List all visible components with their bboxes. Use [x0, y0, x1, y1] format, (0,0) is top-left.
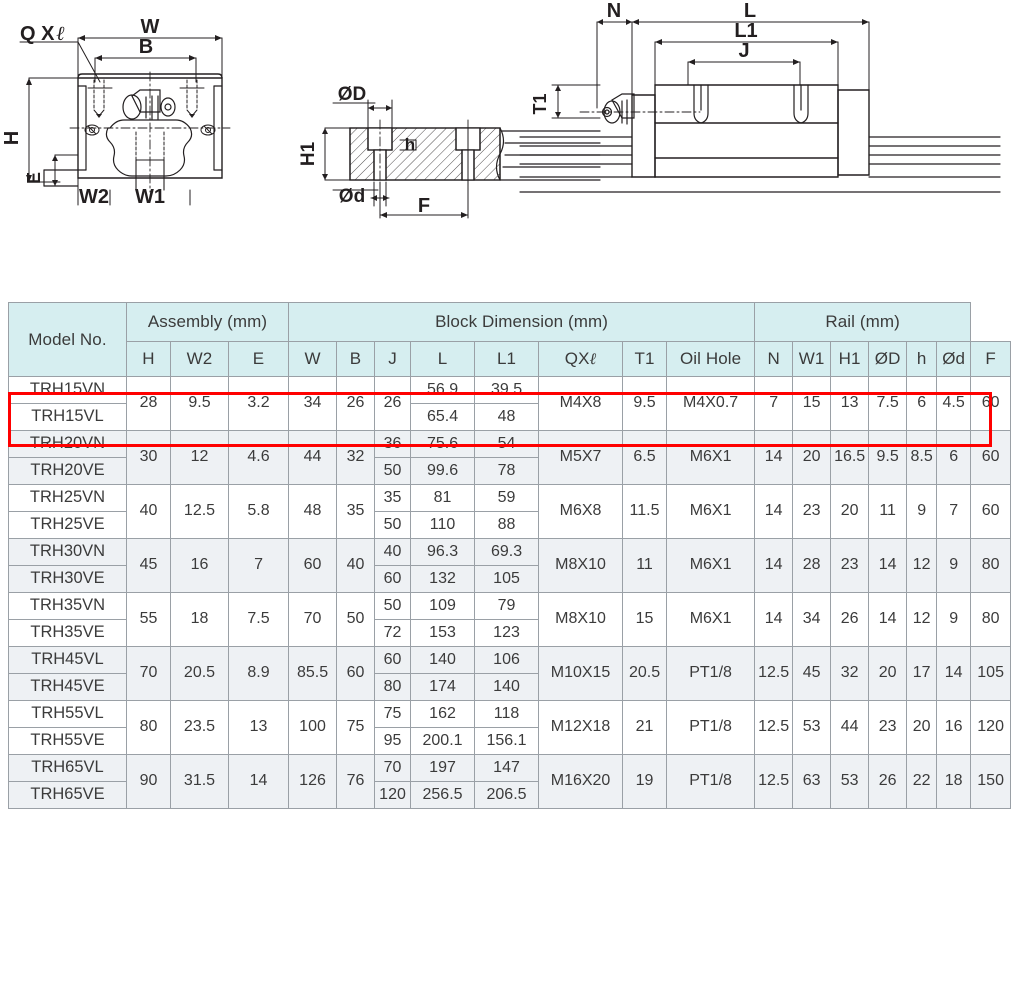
label-T1: T1: [530, 93, 550, 115]
cell-T1: 15: [623, 593, 667, 647]
cell-N: 14: [755, 539, 793, 593]
label-J: J: [738, 40, 750, 62]
cell-Od: 9: [937, 539, 971, 593]
th-oil-hole: Oil Hole: [667, 342, 755, 377]
side-block: [632, 85, 869, 177]
cell-model-no: TRH20VE: [9, 458, 127, 485]
table-body: [9, 377, 1011, 809]
cell-L: 200.1: [411, 728, 475, 755]
cell-J: 95: [375, 728, 411, 755]
cell-QXl: M4X8: [539, 377, 623, 431]
cell-model-no: TRH65VL: [9, 755, 127, 782]
cell-H1: 44: [831, 701, 869, 755]
label-E: E: [24, 171, 44, 185]
cell-W2: 9.5: [171, 377, 229, 431]
table-row[interactable]: [9, 377, 1011, 404]
table-sub-header-row: [9, 342, 1011, 377]
table-group-header-row: [9, 303, 1011, 342]
cell-L1: 88: [475, 512, 539, 539]
cell-oil-hole: M4X0.7: [667, 377, 755, 431]
table-row[interactable]: [9, 647, 1011, 674]
label-H1: H1: [298, 141, 319, 167]
cell-OD: 14: [869, 539, 907, 593]
cell-F: 60: [971, 377, 1011, 431]
label-W: W: [140, 16, 160, 38]
cell-W1: 63: [793, 755, 831, 809]
cell-N: 12.5: [755, 755, 793, 809]
cell-h: 8.5: [907, 431, 937, 485]
cell-model-no: TRH35VE: [9, 620, 127, 647]
cell-QXl: M6X8: [539, 485, 623, 539]
dim-J: [688, 59, 800, 85]
label-QXl: Q X ℓ: [20, 23, 65, 45]
table-row[interactable]: [9, 539, 1011, 566]
cell-B: 75: [337, 701, 375, 755]
th-model-no: Model No.: [9, 303, 127, 377]
cell-L: 132: [411, 566, 475, 593]
cell-model-no: TRH20VN: [9, 431, 127, 458]
cell-L1: 140: [475, 674, 539, 701]
cell-B: 40: [337, 539, 375, 593]
th-L: L: [411, 342, 475, 377]
cell-H: 28: [127, 377, 171, 431]
cell-E: 7: [229, 539, 289, 593]
cell-T1: 9.5: [623, 377, 667, 431]
th-group-rail: Rail (mm): [755, 303, 971, 342]
cell-model-no: TRH65VE: [9, 782, 127, 809]
cell-J: 80: [375, 674, 411, 701]
cell-W: 48: [289, 485, 337, 539]
cell-T1: 19: [623, 755, 667, 809]
specification-table-wrap: [8, 302, 1004, 809]
cell-F: 60: [971, 485, 1011, 539]
cell-model-no: TRH25VE: [9, 512, 127, 539]
cell-H1: 16.5: [831, 431, 869, 485]
cell-L1: 156.1: [475, 728, 539, 755]
cell-model-no: TRH30VN: [9, 539, 127, 566]
cell-F: 60: [971, 431, 1011, 485]
cell-B: 76: [337, 755, 375, 809]
cell-J: 70: [375, 755, 411, 782]
cell-H: 40: [127, 485, 171, 539]
label-L1: L1: [734, 20, 758, 42]
cell-h: 9: [907, 485, 937, 539]
th-h: h: [907, 342, 937, 377]
dim-T1: [552, 85, 600, 118]
cell-N: 7: [755, 377, 793, 431]
table-row[interactable]: [9, 485, 1011, 512]
cell-H1: 26: [831, 593, 869, 647]
cell-Od: 9: [937, 593, 971, 647]
cell-J: 50: [375, 512, 411, 539]
cell-W1: 34: [793, 593, 831, 647]
cell-OD: 20: [869, 647, 907, 701]
cell-W2: 16: [171, 539, 229, 593]
cell-W1: 23: [793, 485, 831, 539]
cell-B: 26: [337, 377, 375, 431]
th-H1: H1: [831, 342, 869, 377]
cell-h: 12: [907, 593, 937, 647]
cell-h: 22: [907, 755, 937, 809]
cell-H: 30: [127, 431, 171, 485]
dim-H: [24, 78, 78, 185]
th-L1: L1: [475, 342, 539, 377]
cell-oil-hole: M6X1: [667, 539, 755, 593]
cell-J: 26: [375, 377, 411, 431]
cell-L1: 79: [475, 593, 539, 620]
label-L: L: [743, 0, 757, 22]
cell-E: 3.2: [229, 377, 289, 431]
dim-N: [597, 19, 632, 108]
cell-L: 110: [411, 512, 475, 539]
cell-J: 36: [375, 431, 411, 458]
cell-model-no: TRH15VL: [9, 404, 127, 431]
cell-W2: 18: [171, 593, 229, 647]
qxl-leader: [20, 42, 100, 82]
cell-h: 17: [907, 647, 937, 701]
cell-B: 32: [337, 431, 375, 485]
cell-L: 56.9: [411, 377, 475, 404]
cell-QXl: M16X20: [539, 755, 623, 809]
cell-model-no: TRH35VN: [9, 593, 127, 620]
label-N: N: [606, 0, 622, 22]
cell-h: 12: [907, 539, 937, 593]
cell-QXl: M10X15: [539, 647, 623, 701]
cell-T1: 20.5: [623, 647, 667, 701]
th-W2: W2: [171, 342, 229, 377]
th-OD: ØD: [869, 342, 907, 377]
cell-W2: 12: [171, 431, 229, 485]
cell-model-no: TRH55VL: [9, 701, 127, 728]
cell-H1: 53: [831, 755, 869, 809]
label-W2: W2: [79, 186, 109, 208]
cell-W: 100: [289, 701, 337, 755]
cell-W1: 53: [793, 701, 831, 755]
cell-h: 20: [907, 701, 937, 755]
cell-OD: 26: [869, 755, 907, 809]
th-group-block-dimension: Block Dimension (mm): [289, 303, 755, 342]
cell-J: 75: [375, 701, 411, 728]
cell-J: 60: [375, 647, 411, 674]
cell-W: 126: [289, 755, 337, 809]
cell-oil-hole: M6X1: [667, 593, 755, 647]
dim-H1: [322, 128, 350, 180]
cell-F: 80: [971, 593, 1011, 647]
th-B: B: [337, 342, 375, 377]
specification-table: [8, 302, 1011, 809]
cell-N: 14: [755, 485, 793, 539]
cell-Od: 7: [937, 485, 971, 539]
cell-model-no: TRH25VN: [9, 485, 127, 512]
cell-W1: 28: [793, 539, 831, 593]
cell-F: 80: [971, 539, 1011, 593]
table-row[interactable]: [9, 755, 1011, 782]
cell-L1: 105: [475, 566, 539, 593]
cell-QXl: M5X7: [539, 431, 623, 485]
cell-T1: 11: [623, 539, 667, 593]
cell-W: 44: [289, 431, 337, 485]
cell-H: 80: [127, 701, 171, 755]
cell-L1: 54: [475, 431, 539, 458]
cell-L: 256.5: [411, 782, 475, 809]
cell-model-no: TRH45VL: [9, 647, 127, 674]
cell-L: 99.6: [411, 458, 475, 485]
cell-model-no: TRH30VE: [9, 566, 127, 593]
cell-model-no: TRH15VN: [9, 377, 127, 404]
cell-QXl: M12X18: [539, 701, 623, 755]
cell-H: 55: [127, 593, 171, 647]
th-Od: Ød: [937, 342, 971, 377]
cell-B: 50: [337, 593, 375, 647]
label-Od: Ød: [338, 186, 366, 207]
cell-h: 6: [907, 377, 937, 431]
cell-H1: 32: [831, 647, 869, 701]
cell-L1: 48: [475, 404, 539, 431]
cell-OD: 7.5: [869, 377, 907, 431]
cell-L: 153: [411, 620, 475, 647]
grease-nipple: [123, 90, 175, 119]
cell-oil-hole: M6X1: [667, 485, 755, 539]
cell-E: 5.8: [229, 485, 289, 539]
cell-model-no: TRH55VE: [9, 728, 127, 755]
cell-L1: 118: [475, 701, 539, 728]
cell-J: 40: [375, 539, 411, 566]
cell-W1: 20: [793, 431, 831, 485]
cell-Od: 14: [937, 647, 971, 701]
table-row[interactable]: [9, 431, 1011, 458]
table-head: [9, 303, 1011, 377]
cell-W: 70: [289, 593, 337, 647]
cell-OD: 11: [869, 485, 907, 539]
th-group-assembly: Assembly (mm): [127, 303, 289, 342]
th-J: J: [375, 342, 411, 377]
cell-H1: 23: [831, 539, 869, 593]
cell-QXl: M8X10: [539, 593, 623, 647]
cell-J: 60: [375, 566, 411, 593]
label-h-small: h: [404, 135, 416, 154]
cell-J: 50: [375, 593, 411, 620]
cell-OD: 14: [869, 593, 907, 647]
th-N: N: [755, 342, 793, 377]
cell-L1: 123: [475, 620, 539, 647]
cell-B: 60: [337, 647, 375, 701]
cell-E: 13: [229, 701, 289, 755]
cell-T1: 6.5: [623, 431, 667, 485]
cell-model-no: TRH45VE: [9, 674, 127, 701]
label-OD: ØD: [337, 84, 367, 105]
cell-L: 140: [411, 647, 475, 674]
cell-N: 12.5: [755, 647, 793, 701]
cell-Od: 6: [937, 431, 971, 485]
label-F: F: [417, 195, 431, 217]
cell-L: 197: [411, 755, 475, 782]
th-E: E: [229, 342, 289, 377]
cell-N: 14: [755, 431, 793, 485]
cell-F: 105: [971, 647, 1011, 701]
cell-W: 34: [289, 377, 337, 431]
cell-L1: 78: [475, 458, 539, 485]
cell-oil-hole: PT1/8: [667, 647, 755, 701]
cell-L: 174: [411, 674, 475, 701]
cell-E: 4.6: [229, 431, 289, 485]
cell-J: 120: [375, 782, 411, 809]
cell-H1: 13: [831, 377, 869, 431]
cell-J: 50: [375, 458, 411, 485]
cell-F: 120: [971, 701, 1011, 755]
cell-L: 96.3: [411, 539, 475, 566]
table-row[interactable]: [9, 701, 1011, 728]
cell-L1: 147: [475, 755, 539, 782]
cell-W: 85.5: [289, 647, 337, 701]
cell-W2: 23.5: [171, 701, 229, 755]
cell-oil-hole: M6X1: [667, 431, 755, 485]
cell-QXl: M8X10: [539, 539, 623, 593]
cell-T1: 21: [623, 701, 667, 755]
cell-oil-hole: PT1/8: [667, 701, 755, 755]
technical-drawing: [0, 0, 1000, 285]
label-B: B: [138, 36, 154, 58]
cell-W2: 31.5: [171, 755, 229, 809]
th-QXl: QXℓ: [539, 342, 623, 377]
th-H: H: [127, 342, 171, 377]
cell-Od: 18: [937, 755, 971, 809]
cell-T1: 11.5: [623, 485, 667, 539]
cell-E: 8.9: [229, 647, 289, 701]
label-H: H: [1, 130, 23, 146]
cell-J: 35: [375, 485, 411, 512]
cell-L1: 69.3: [475, 539, 539, 566]
side-grease-nipple: [603, 94, 635, 124]
th-F: F: [971, 342, 1011, 377]
cell-L1: 39.5: [475, 377, 539, 404]
cell-L: 75.6: [411, 431, 475, 458]
cell-W1: 15: [793, 377, 831, 431]
cell-Od: 4.5: [937, 377, 971, 431]
rail-section: [350, 128, 500, 180]
cell-H: 70: [127, 647, 171, 701]
cell-L1: 106: [475, 647, 539, 674]
cell-H1: 20: [831, 485, 869, 539]
cell-L1: 206.5: [475, 782, 539, 809]
label-W1: W1: [135, 186, 165, 208]
cell-W2: 20.5: [171, 647, 229, 701]
cell-W1: 45: [793, 647, 831, 701]
cell-E: 7.5: [229, 593, 289, 647]
th-W: W: [289, 342, 337, 377]
cell-L: 109: [411, 593, 475, 620]
cell-OD: 9.5: [869, 431, 907, 485]
cell-H: 90: [127, 755, 171, 809]
cell-N: 12.5: [755, 701, 793, 755]
cell-N: 14: [755, 593, 793, 647]
cell-L: 65.4: [411, 404, 475, 431]
cell-J: 72: [375, 620, 411, 647]
cell-Od: 16: [937, 701, 971, 755]
cell-F: 150: [971, 755, 1011, 809]
cell-oil-hole: PT1/8: [667, 755, 755, 809]
cell-L1: 59: [475, 485, 539, 512]
table-row[interactable]: [9, 593, 1011, 620]
cell-OD: 23: [869, 701, 907, 755]
cell-L: 81: [411, 485, 475, 512]
cell-E: 14: [229, 755, 289, 809]
cell-W2: 12.5: [171, 485, 229, 539]
th-W1: W1: [793, 342, 831, 377]
cell-B: 35: [337, 485, 375, 539]
cell-L: 162: [411, 701, 475, 728]
cell-W: 60: [289, 539, 337, 593]
cell-H: 45: [127, 539, 171, 593]
th-T1: T1: [623, 342, 667, 377]
